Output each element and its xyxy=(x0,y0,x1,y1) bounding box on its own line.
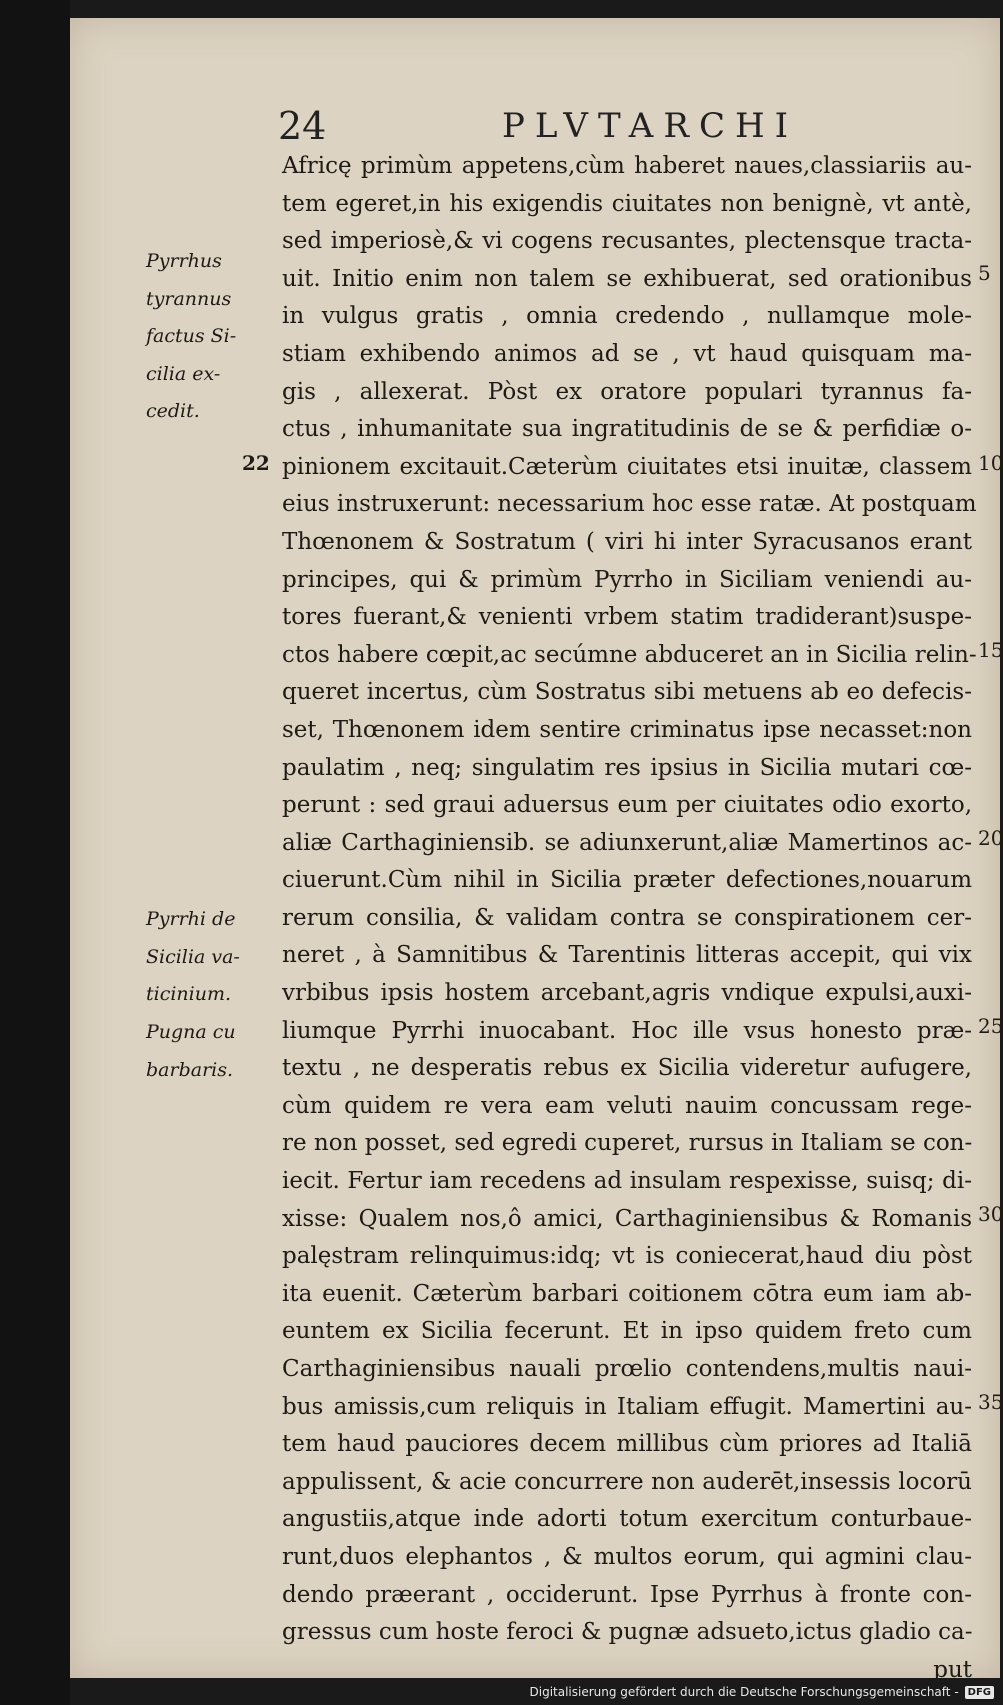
text-line: Carthaginiensibus nauali prœlio contendens,multis naui- xyxy=(282,1356,972,1382)
chapter-number: 22 xyxy=(242,451,270,475)
text-line: stiam exhibendo animos ad se , vt haud quisquam ma- xyxy=(282,340,972,367)
line-number: 15 xyxy=(978,638,1003,662)
margin-note-line: Pyrrhus xyxy=(146,250,222,272)
margin-note-line: Pugna cu xyxy=(146,1021,236,1043)
text-line: tem haud pauciores decem millibus cùm priores ad Italiā xyxy=(282,1431,972,1458)
text-line: liumque Pyrrhi inuocabant. Hoc ille vsus honesto præ- xyxy=(282,1017,972,1044)
text-line: perunt : sed graui aduersus eum per ciuitates odio exorto, xyxy=(282,792,972,819)
text-line: set, Thœnonem idem sentire criminatus ipse necasset:non xyxy=(282,716,972,743)
text-line: uit. Initio enim non talem se exhibuerat, sed orationibus xyxy=(282,265,972,292)
text-line: eius instruxerunt: necessarium hoc esse ratæ. At postquam xyxy=(282,491,977,518)
line-number: 10 xyxy=(978,451,1003,475)
margin-note-pyrrhi-vaticinium xyxy=(146,901,266,1014)
text-line: cùm quidem re vera eam veluti nauim concussam rege- xyxy=(282,1092,972,1119)
text-line: xisse: Qualem nos,ô amici, Carthaginiensibus & Romanis xyxy=(282,1205,972,1232)
dfg-logo: DFG xyxy=(965,1686,994,1699)
text-line: aliæ Carthaginiensib. se adiunxerunt,aliæ Mamertinos ac- xyxy=(282,829,972,856)
text-line: bus amissis,cum reliquis in Italiam effugit. Mamertini au- xyxy=(282,1393,972,1420)
text-line: ita euenit. Cæterùm barbari coitionem cōtra eum iam ab- xyxy=(282,1280,972,1307)
text-line: gressus cum hoste feroci & pugnæ adsueto,ictus gladio ca- xyxy=(282,1619,973,1646)
text-line: iecit. Fertur iam recedens ad insulam respexisse, suisq; di- xyxy=(282,1168,972,1195)
digitization-footer xyxy=(530,1685,995,1699)
page-header xyxy=(70,88,1000,148)
footer-text: Digitalisierung gefördert durch die Deutsche Forschungsgemeinschaft - xyxy=(529,1685,959,1699)
text-line: gis , allexerat. Pòst ex oratore populari tyrannus fa- xyxy=(282,378,972,405)
book-page xyxy=(70,18,1003,1683)
margin-note-line: barbaris. xyxy=(146,1058,234,1081)
text-line: ciuerunt.Cùm nihil in Sicilia præter defectiones,nouarum xyxy=(282,867,972,894)
text-line: pinionem excitauit.Cæterùm ciuitates etsi inuitæ, classem xyxy=(282,453,972,480)
text-line: palęstram relinquimus:idq; vt is coniecerat,haud diu pòst xyxy=(282,1243,972,1270)
text-line: euntem ex Sicilia fecerunt. Et in ipso quidem freto cum xyxy=(282,1318,972,1345)
text-line: angustiis,atque inde adorti totum exercitum conturbaue- xyxy=(282,1506,972,1533)
text-line: dendo præerant , occiderunt. Ipse Pyrrhus à fronte con- xyxy=(282,1581,972,1608)
margin-note-line: factus Si- xyxy=(146,325,237,348)
text-line: textu , ne desperatis rebus ex Sicilia videretur aufugere, xyxy=(282,1055,972,1082)
margin-note-line: Sicilia va- xyxy=(146,945,240,968)
line-number: 20 xyxy=(978,826,1003,850)
text-line: sed imperiosè,& vi cogens recusantes, plectensque tracta- xyxy=(282,228,972,255)
margin-note-line: Pyrrhi de xyxy=(146,908,236,930)
text-line: neret , à Samnitibus & Tarentinis litteras accepit, qui vix xyxy=(282,942,972,969)
text-line: principes, qui & primùm Pyrrho in Siciliam veniendi au- xyxy=(282,566,972,593)
text-line: runt,duos elephantos , & multos eorum, qui agmini clau- xyxy=(282,1543,972,1570)
text-line: appulissent, & acie concurrere non auderēt,insessis locorū xyxy=(282,1468,972,1495)
text-line: Thœnonem & Sostratum ( viri hi inter Syracusanos erant xyxy=(282,528,972,555)
line-number: 25 xyxy=(978,1014,1003,1038)
text-line: put xyxy=(933,1656,972,1683)
scan-gutter xyxy=(0,0,70,1705)
text-line: tem egeret,in his exigendis ciuitates non benignè, vt antè, xyxy=(282,190,972,217)
text-line: ctus , inhumanitate sua ingratitudinis de se & perfidiæ o- xyxy=(282,416,972,443)
margin-note-pugna-barbaris xyxy=(146,1014,266,1089)
text-line: rerum consilia, & validam contra se conspirationem cer- xyxy=(282,904,972,931)
line-number: 30 xyxy=(978,1202,1003,1226)
text-line: tores fuerant,& venienti vrbem statim tradiderant)suspe- xyxy=(282,604,972,631)
margin-note-line: cedit. xyxy=(146,400,200,423)
text-line: vrbibus ipsis hostem arcebant,agris vndique expulsi,auxi- xyxy=(282,980,972,1007)
text-line: Africę primùm appetens,cùm haberet naues,classiariis au- xyxy=(282,153,972,179)
text-line: queret incertus, cùm Sostratus sibi metuens ab eo defecis- xyxy=(282,679,972,706)
text-line: re non posset, sed egredi cuperet, rursus in Italiam se con- xyxy=(282,1130,973,1157)
line-number: 35 xyxy=(978,1390,1003,1414)
margin-note-line: ticinium. xyxy=(146,983,232,1006)
text-line: ctos habere cœpit,ac secúmne abduceret an in Sicilia relin- xyxy=(282,641,977,668)
margin-note-line: tyrannus xyxy=(146,287,232,310)
body-text xyxy=(282,148,977,1689)
page-number: 24 xyxy=(278,104,327,148)
margin-note-pyrrhus-tyrannus xyxy=(146,243,266,431)
margin-note-line: cilia ex- xyxy=(146,362,221,385)
text-line: paulatim , neq; singulatim res ipsius in Sicilia mutari cœ- xyxy=(282,754,972,781)
running-head: PLVTARCHI xyxy=(502,106,799,146)
text-line: in vulgus gratis , omnia credendo , nullamque mole- xyxy=(282,303,972,330)
line-number: 5 xyxy=(978,261,991,285)
